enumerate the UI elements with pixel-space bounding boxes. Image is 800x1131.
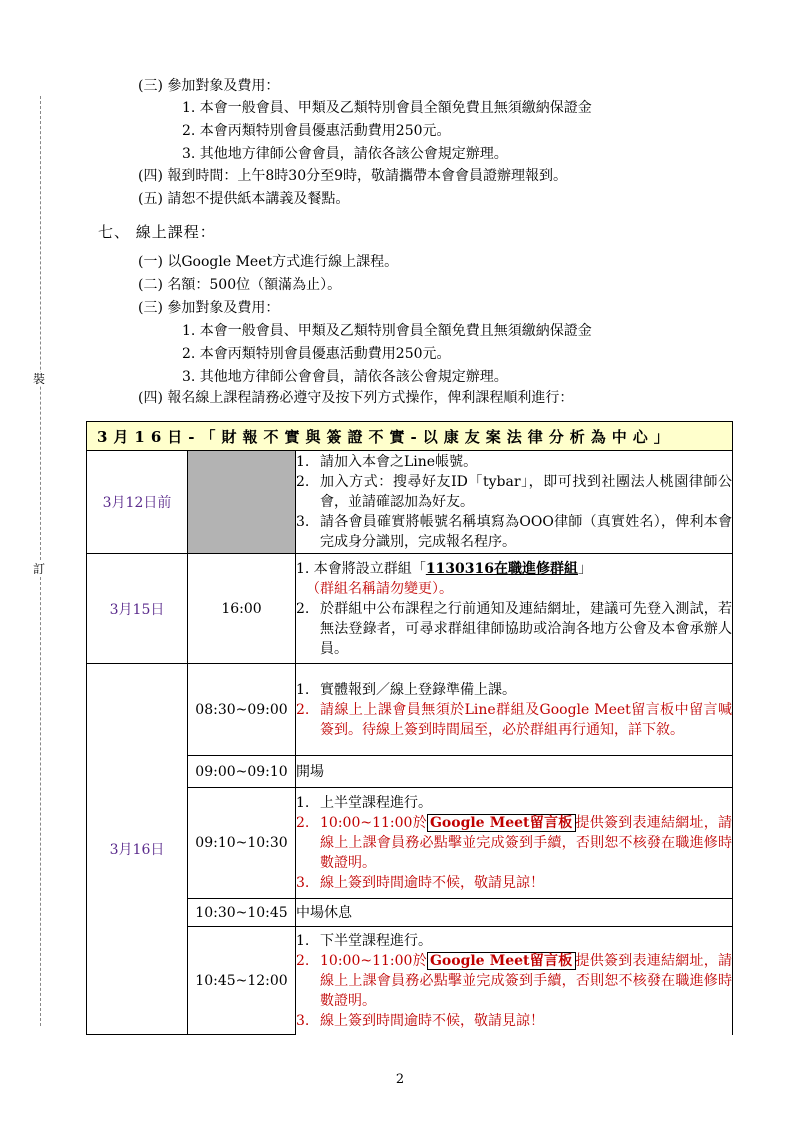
time-cell: 09:10~10:30 bbox=[188, 788, 296, 899]
message-board-label: Google Meet留言板 bbox=[427, 814, 576, 832]
table-row bbox=[87, 664, 733, 756]
instructions-cell: 開場 bbox=[296, 756, 733, 788]
date-cell: 3月16日 bbox=[87, 664, 188, 1035]
instructions-cell: 1. 實體報到／線上登錄準備上課。 2. 請線上上課會員無須於Line群組及Google Meet留言板中留言喊簽到。待線上簽到時間屆至，必於群組再行通知，詳下敘。 bbox=[296, 664, 733, 756]
online-fee-item-1: 1. 本會一般會員、甲類及乙類特別會員全額免費且無須繳納保證金 bbox=[182, 323, 592, 339]
table-row bbox=[87, 451, 733, 554]
fee-item-3: 3. 其他地方律師公會會員，請依各該公會規定辦理。 bbox=[182, 146, 508, 162]
time-cell: 09:00~09:10 bbox=[188, 756, 296, 788]
participants-fees-heading: (三) 參加對象及費用： bbox=[138, 78, 280, 94]
instructions-cell: 中場休息 bbox=[296, 899, 733, 927]
instructions-cell: 1. 請加入本會之Line帳號。 2. 加入方式：搜尋好友ID「tybar」，即可找到社團法人桃園律師公會，並請確認加為好友。 3. 請各會員確實將帳號名稱填寫為OOO律師（真實姓名），俾利本會完成身分識別，完成報名程序。 bbox=[296, 451, 733, 554]
instructions-cell: 1. 上半堂課程進行。 2. 10:00~11:00於 Google Meet留言板 提供簽到表連結網址，請線上上課會員務必點擊並完成簽到手續，否則恕不核發在職進修時數證明。 3. 線上簽到時間逾時不候，敬請見諒！ bbox=[296, 788, 733, 899]
schedule-title: 3月16日-「財報不實與簽證不實-以康友案法律分析為中心」 bbox=[87, 422, 733, 451]
message-board-label: Google Meet留言板 bbox=[427, 952, 576, 970]
online-fee-item-2: 2. 本會丙類特別會員優惠活動費用250元。 bbox=[182, 346, 451, 362]
time-cell: 08:30~09:00 bbox=[188, 664, 296, 756]
online-item-2: (二) 名額：500位（額滿為止）。 bbox=[138, 277, 342, 293]
binding-line bbox=[40, 96, 41, 1026]
group-name-warning: （群組名稱請勿變更）。 bbox=[306, 580, 453, 597]
group-name: 1130316在職進修群組 bbox=[425, 560, 579, 577]
time-cell: 16:00 bbox=[188, 554, 296, 664]
binding-mark-bottom: 訂 bbox=[33, 562, 46, 576]
fee-item-1: 1. 本會一般會員、甲類及乙類特別會員全額免費且無須繳納保證金 bbox=[182, 100, 592, 116]
date-cell: 3月15日 bbox=[87, 554, 188, 664]
online-item-1: (一) 以Google Meet方式進行線上課程。 bbox=[138, 254, 399, 270]
online-fee-item-3: 3. 其他地方律師公會會員，請依各該公會規定辦理。 bbox=[182, 369, 508, 385]
page-number: 2 bbox=[395, 1072, 405, 1087]
online-course-heading: 七、 線上課程： bbox=[98, 223, 216, 241]
instructions-cell: 1. 下半堂課程進行。 2. 10:00~11:00於 Google Meet留言板 提供簽到表連結網址，請線上上課會員務必點擊並完成簽到手續，否則恕不核發在職進修時數證明。 3. 線上簽到時間逾時不候，敬請見諒！ bbox=[296, 927, 733, 1035]
no-handouts-note: (五) 請恕不提供紙本講義及餐點。 bbox=[138, 191, 350, 207]
time-cell: 10:30~10:45 bbox=[188, 899, 296, 927]
binding-mark-top: 裝 bbox=[33, 372, 46, 386]
online-item-3: (三) 參加對象及費用： bbox=[138, 300, 280, 316]
checkin-time: (四) 報到時間：上午8時30分至9時，敬請攜帶本會會員證辦理報到。 bbox=[138, 168, 568, 184]
empty-time-cell bbox=[188, 451, 296, 554]
schedule-table bbox=[86, 421, 733, 1035]
fee-item-2: 2. 本會丙類特別會員優惠活動費用250元。 bbox=[182, 123, 451, 139]
instructions-cell: 1. 本會將設立群組「1130316在職進修群組」 （群組名稱請勿變更）。 2. 於群組中公布課程之行前通知及連結網址，建議可先登入測試，若無法登錄者，可尋求群組律師協助或洽詢各地方公會及本會承辦人員。 bbox=[296, 554, 733, 664]
online-item-4: (四) 報名線上課程請務必遵守及按下列方式操作，俾利課程順利進行： bbox=[138, 390, 574, 406]
table-row bbox=[87, 554, 733, 664]
date-cell: 3月12日前 bbox=[87, 451, 188, 554]
time-cell: 10:45~12:00 bbox=[188, 927, 296, 1035]
